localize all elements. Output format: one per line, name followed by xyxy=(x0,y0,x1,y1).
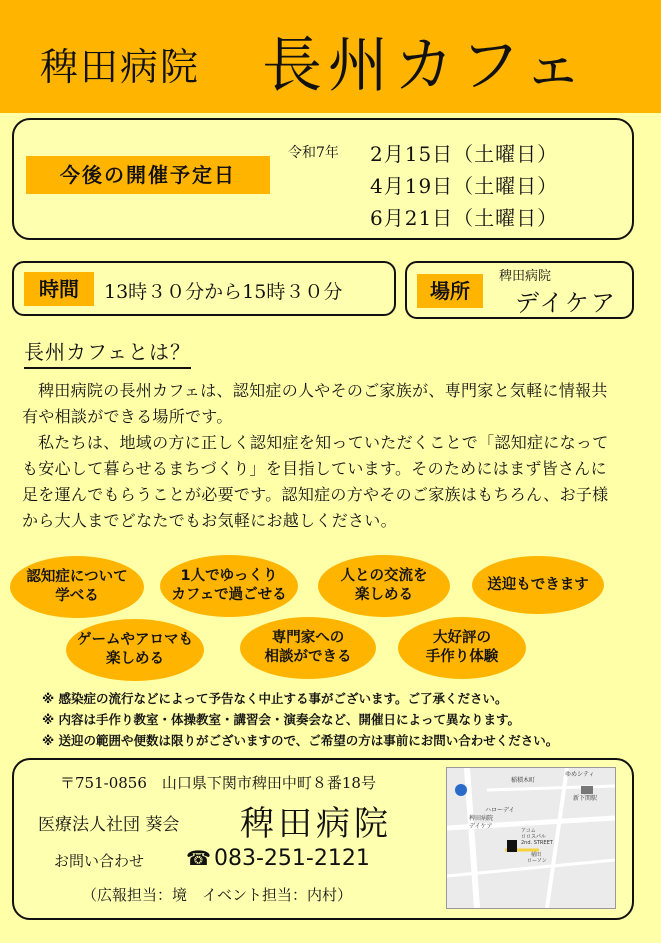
map-label-lawson: ローソン xyxy=(527,858,547,864)
feature-line: 送迎もできます xyxy=(487,576,589,593)
contact-label: お問い合わせ xyxy=(54,852,145,870)
feature-line: 学べる xyxy=(55,588,99,604)
organization: 医療法人社団 葵会 xyxy=(38,815,180,835)
note-1: ※ 感染症の流行などによって予告なく中止する事がございます。ご了承ください。 xyxy=(42,691,508,706)
staff-info: （広報担当：境 イベント担当：内村） xyxy=(82,886,353,904)
map-route-sign-icon xyxy=(455,784,467,796)
place-sub: 稗田病院 xyxy=(499,269,552,284)
feature-line: 楽しめる xyxy=(106,651,164,667)
header-hospital-name: 稗田病院 xyxy=(40,45,201,89)
time-value: 13時３０分から15時３０分 xyxy=(104,281,343,303)
footer-hospital-name: 稗田病院 xyxy=(240,804,392,844)
time-label: 時間 xyxy=(24,272,94,306)
feature-line: 人との交流を xyxy=(340,568,428,584)
about-title: 長州カフェとは？ xyxy=(24,336,191,369)
feature-line: 相談ができる xyxy=(264,649,352,665)
map-label-harody: ハローデイ xyxy=(485,807,515,814)
place-value: デイケア xyxy=(515,289,617,317)
feature-line: カフェで過ごせる xyxy=(171,587,287,603)
map-graphic xyxy=(447,768,615,908)
time-box xyxy=(12,261,396,316)
map-label-acom: アコム xyxy=(521,828,536,834)
phone-icon: ☎ xyxy=(186,846,211,870)
feature-line: 専門家への xyxy=(271,630,345,646)
feature-line: 大好評の xyxy=(433,630,491,646)
map-label-rorospal: ロロスパル xyxy=(521,834,547,840)
schedule-date-3: 6月21日（土曜日） xyxy=(370,206,559,230)
schedule-label: 今後の開催予定日 xyxy=(26,156,270,194)
access-map xyxy=(446,767,616,909)
phone-number[interactable]: 083-251-2121 xyxy=(214,846,370,871)
schedule-date-2: 4月19日（土曜日） xyxy=(370,174,559,198)
feature-bubble xyxy=(318,555,450,617)
feature-bubble xyxy=(398,617,526,679)
feature-bubble xyxy=(10,556,144,618)
feature-line: 認知症について xyxy=(26,569,128,585)
place-box xyxy=(405,261,634,319)
map-label-inada: 稲田 xyxy=(531,852,542,858)
schedule-date-1: 2月15日（土曜日） xyxy=(370,142,559,166)
place-label: 場所 xyxy=(417,274,483,308)
map-label-inazumi: 稲積木町 xyxy=(511,777,536,784)
feature-bubble xyxy=(240,617,376,679)
note-3: ※ 送迎の範囲や便数は限りがございますので、ご希望の方は事前にお問い合わせください。 xyxy=(42,733,559,748)
map-label-yumecity: ゆめシティ xyxy=(565,771,595,778)
feature-line: 1人でゆっくり xyxy=(180,568,278,584)
map-station-icon xyxy=(581,786,593,794)
map-label-hospital: 稗田病院 xyxy=(469,815,494,822)
about-paragraph-1: 稗田病院の長州カフェは、認知症の人やそのご家族が、専門家と気軽に情報共有や相談ができる場所です。 xyxy=(22,381,608,426)
feature-bubble xyxy=(160,555,298,617)
feature-line: 楽しめる xyxy=(355,587,413,603)
map-label-station: 新下関駅 xyxy=(573,795,598,802)
schedule-era: 令和7年 xyxy=(288,145,339,161)
feature-line: 手作り体験 xyxy=(425,649,499,665)
feature-bubble xyxy=(472,556,604,614)
address: 〒751-0856 山口県下関市稗田中町８番18号 xyxy=(60,774,376,792)
map-hospital-marker xyxy=(507,840,517,852)
feature-bubble xyxy=(66,619,204,681)
schedule-box xyxy=(12,118,634,240)
about-paragraph-2: 私たちは、地域の方に正しく認知症を知っていただくことで「認知症になっても安心して暮らせるまちづくり」を目指しています。そのためにはまず皆さんに足を運んでもらうことが必要です。認知症の方やそのご家族はもちろん、お子様から大人までどなたでもお気軽にお越しください。 xyxy=(22,433,609,530)
map-label-daycare: デイケア xyxy=(469,823,493,830)
note-2: ※ 内容は手作り教室・体操教室・講習会・演奏会など、開催日によって異なります。 xyxy=(42,712,521,727)
map-label-2nd-street: 2nd. STREET xyxy=(521,840,553,846)
header-cafe-title: 長州カフェ xyxy=(262,31,589,101)
feature-line: ゲームやアロマも xyxy=(77,632,193,648)
header-banner xyxy=(0,0,661,113)
